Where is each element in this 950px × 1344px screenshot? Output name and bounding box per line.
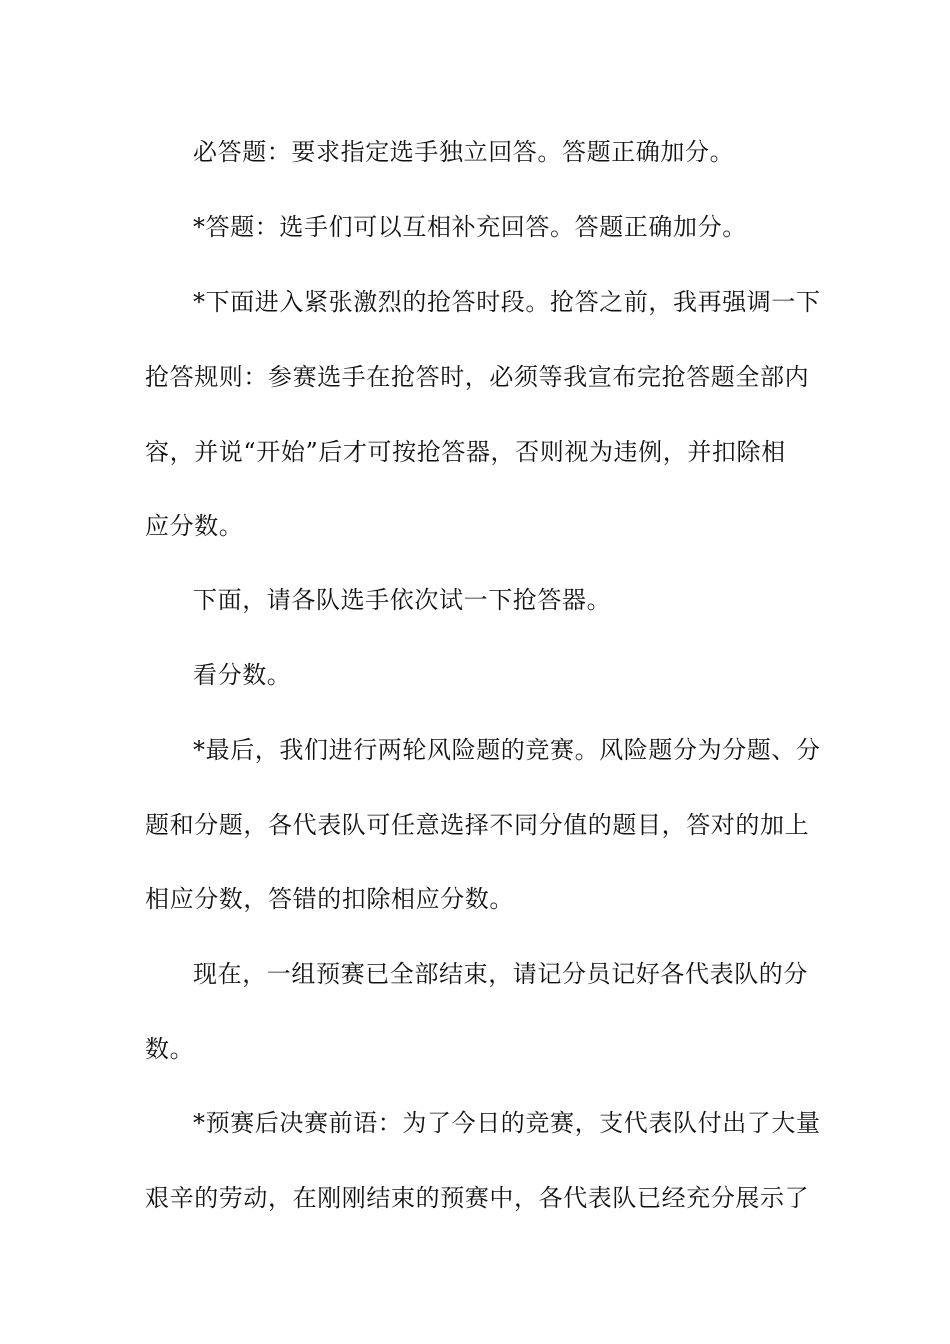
text-line: *答题：选手们可以互相补充回答。答题正确加分。 (193, 213, 747, 241)
text-line: 数。 (145, 1035, 195, 1063)
text-line: *最后，我们进行两轮风险题的竞赛。风险题分为分题、分 (193, 736, 821, 764)
text-line: 现在，一组预赛已全部结束，请记分员记好各代表队的分 (193, 960, 808, 988)
text-line: *预赛后决赛前语：为了今日的竞赛，支代表队付出了大量 (193, 1109, 821, 1137)
text-line: 应分数。 (145, 512, 244, 540)
text-line: 看分数。 (193, 661, 292, 689)
text-line: 题和分题，各代表队可任意选择不同分值的题目，答对的加上 (145, 811, 810, 839)
text-line: *下面进入紧张激烈的抢答时段。抢答之前，我再强调一下 (193, 288, 821, 316)
text-line: 下面，请各队选手依次试一下抢答器。 (193, 586, 612, 614)
text-line: 相应分数，答错的扣除相应分数。 (145, 885, 514, 913)
text-line: 艰辛的劳动，在刚刚结束的预赛中，各代表队已经充分展示了 (145, 1184, 810, 1212)
text-line: 抢答规则：参赛选手在抢答时，必须等我宣布完抢答题全部内 (145, 363, 810, 391)
text-line: 容，并说“开始”后才可按抢答器，否则视为违例，并扣除相 (145, 438, 786, 466)
text-line: 必答题：要求指定选手独立回答。答题正确加分。 (193, 138, 735, 166)
